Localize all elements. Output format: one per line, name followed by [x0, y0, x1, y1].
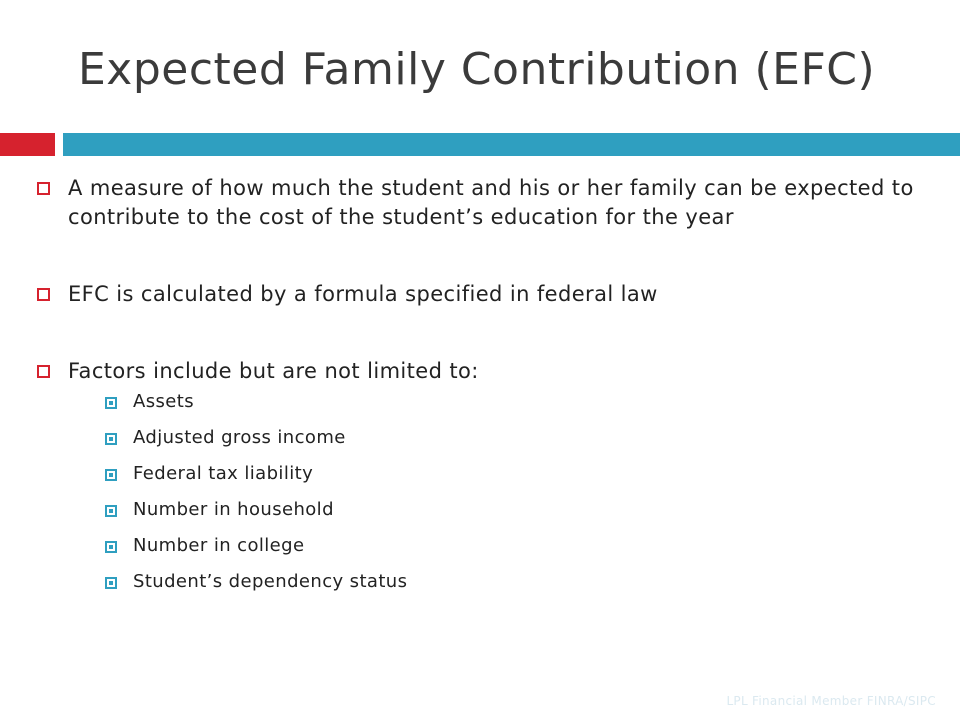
sub-bullet-text: Number in household: [133, 499, 334, 520]
sub-bullet-text: Adjusted gross income: [133, 427, 346, 448]
filled-square-bullet-icon: [105, 469, 117, 481]
sub-bullet-item: [68, 536, 936, 556]
sub-bullet-item: [68, 572, 936, 592]
sub-bullet-text: Number in college: [133, 535, 305, 556]
filled-square-bullet-icon: [105, 577, 117, 589]
footer-disclaimer: LPL Financial Member FINRA/SIPC: [726, 694, 936, 708]
bullet-item: [36, 357, 936, 592]
square-bullet-icon: [37, 288, 50, 301]
sub-bullet-item: [68, 392, 936, 412]
bullet-text: EFC is calculated by a formula specified in federal law: [68, 282, 658, 306]
bullet-text: Factors include but are not limited to:: [68, 359, 479, 383]
title-accent-blue-bar: [63, 133, 960, 156]
title-accent-red-bar: [0, 133, 55, 156]
filled-square-bullet-icon: [105, 541, 117, 553]
filled-square-bullet-icon: [105, 433, 117, 445]
square-bullet-icon: [37, 182, 50, 195]
factors-sublist: [68, 392, 936, 592]
sub-bullet-text: Federal tax liability: [133, 463, 314, 484]
bullet-list: [36, 174, 936, 592]
sub-bullet-item: [68, 500, 936, 520]
filled-square-bullet-icon: [105, 505, 117, 517]
square-bullet-icon: [37, 365, 50, 378]
sub-bullet-item: [68, 464, 936, 484]
bullet-item: [36, 174, 936, 232]
sub-bullet-item: [68, 428, 936, 448]
slide-title: Expected Family Contribution (EFC): [78, 44, 876, 95]
bullet-item: [36, 280, 936, 309]
sub-bullet-text: Student’s dependency status: [133, 571, 408, 592]
filled-square-bullet-icon: [105, 397, 117, 409]
sub-bullet-text: Assets: [133, 391, 194, 412]
bullet-text: A measure of how much the student and his or her family can be expected to contribute to the cost of the student’s education for the year: [68, 176, 914, 229]
